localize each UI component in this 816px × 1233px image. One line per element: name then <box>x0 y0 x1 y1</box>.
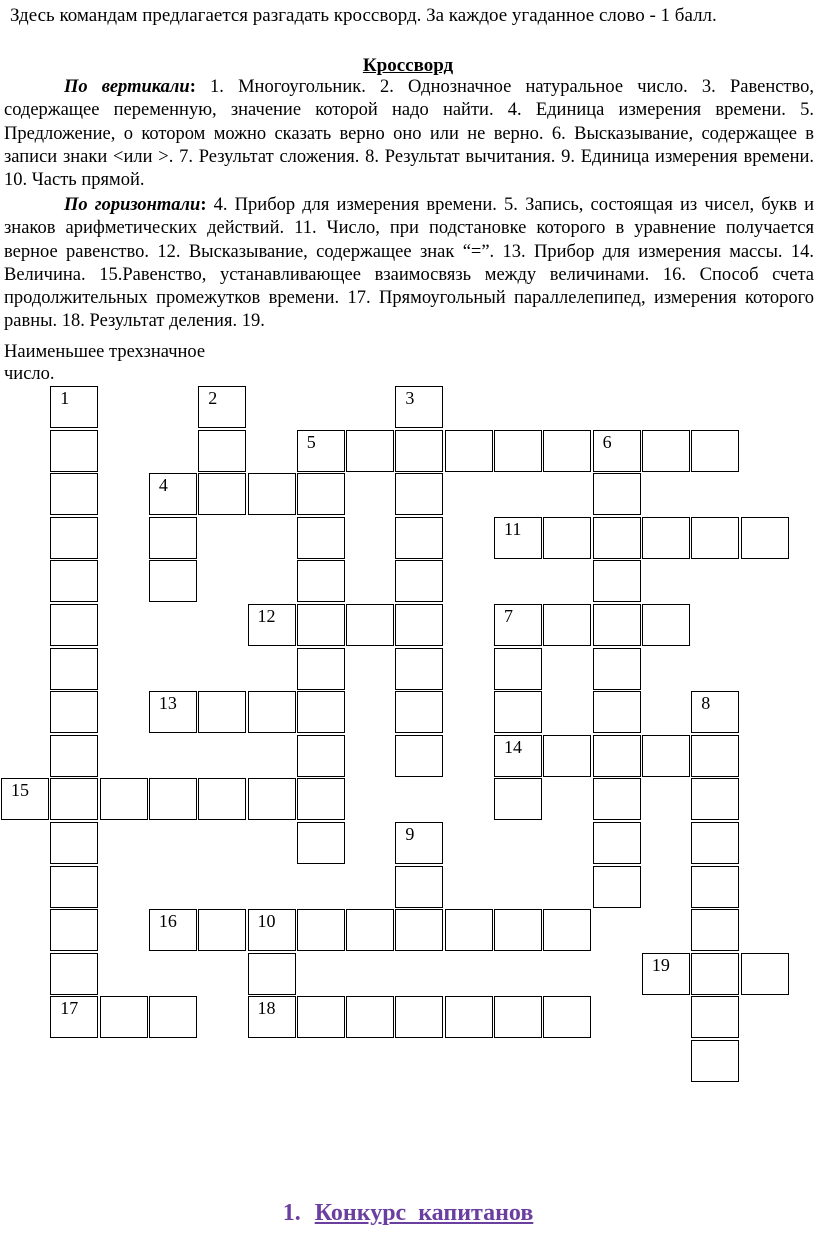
clue-19-text-end: число. <box>4 364 55 384</box>
crossword-cell[interactable] <box>50 735 98 777</box>
crossword-cell[interactable] <box>395 386 443 428</box>
crossword-cell[interactable] <box>445 430 493 472</box>
crossword-cell[interactable] <box>691 909 739 951</box>
crossword-cell[interactable] <box>445 909 493 951</box>
clue-number: 3 <box>405 388 415 408</box>
crossword-cell[interactable] <box>297 430 345 472</box>
section-number: 1. <box>282 1200 301 1226</box>
crossword-cell[interactable] <box>248 996 296 1038</box>
crossword-cell[interactable] <box>248 691 296 733</box>
clue-19-text: Наименьшее трехзначное <box>4 342 206 362</box>
crossword-cell[interactable] <box>1 778 49 820</box>
crossword-cell[interactable] <box>248 604 296 646</box>
crossword-cell[interactable] <box>593 866 641 908</box>
clue-number: 18 <box>257 998 276 1019</box>
crossword-cell[interactable] <box>149 778 197 820</box>
crossword-cell[interactable] <box>691 691 739 733</box>
crossword-cell[interactable] <box>593 560 641 602</box>
crossword-cell[interactable] <box>149 473 197 515</box>
clue-number: 4 <box>158 475 168 496</box>
crossword-cell[interactable] <box>691 735 739 777</box>
crossword-cell[interactable] <box>346 430 394 472</box>
crossword-cell[interactable] <box>543 996 591 1038</box>
crossword-cell[interactable] <box>642 604 690 646</box>
crossword-title: Кроссворд <box>362 55 454 76</box>
crossword-cell[interactable] <box>593 648 641 690</box>
crossword-cell[interactable] <box>149 517 197 559</box>
crossword-cell[interactable] <box>395 517 443 559</box>
crossword-cell[interactable] <box>395 430 443 472</box>
crossword-cell[interactable] <box>50 604 98 646</box>
crossword-cell[interactable] <box>248 909 296 951</box>
crossword-cell[interactable] <box>642 953 690 995</box>
crossword-cell[interactable] <box>395 735 443 777</box>
crossword-cell[interactable] <box>198 909 246 951</box>
crossword-cell[interactable] <box>50 386 98 428</box>
crossword-cell[interactable] <box>395 996 443 1038</box>
crossword-cell[interactable] <box>346 604 394 646</box>
crossword-cell[interactable] <box>297 691 345 733</box>
crossword-cell[interactable] <box>691 996 739 1038</box>
clue-number: 2 <box>208 388 218 408</box>
crossword-cell[interactable] <box>50 517 98 559</box>
clue-number: 1 <box>60 388 70 408</box>
crossword-cell[interactable] <box>593 604 641 646</box>
crossword-cell[interactable] <box>395 909 443 951</box>
crossword-cell[interactable] <box>543 517 591 559</box>
crossword-cell[interactable] <box>346 996 394 1038</box>
crossword-cell[interactable] <box>297 996 345 1038</box>
clue-number: 11 <box>504 518 522 539</box>
crossword-cell[interactable] <box>494 691 542 733</box>
clue-number: 13 <box>158 693 177 714</box>
crossword-cell[interactable] <box>297 604 345 646</box>
crossword-cell[interactable] <box>395 473 443 515</box>
crossword-cell[interactable] <box>50 996 98 1038</box>
crossword-cell[interactable] <box>149 560 197 602</box>
crossword-cell[interactable] <box>297 648 345 690</box>
crossword-cell[interactable] <box>593 517 641 559</box>
crossword-cell[interactable] <box>691 430 739 472</box>
crossword-cell[interactable] <box>149 909 197 951</box>
crossword-cell[interactable] <box>494 517 542 559</box>
crossword-cell[interactable] <box>395 691 443 733</box>
crossword-cell[interactable] <box>297 473 345 515</box>
section-title: Конкурс капитанов <box>314 1200 534 1226</box>
crossword-cell[interactable] <box>543 909 591 951</box>
crossword-cell[interactable] <box>741 517 789 559</box>
crossword-cell[interactable] <box>50 560 98 602</box>
crossword-cell[interactable] <box>494 604 542 646</box>
crossword-cell[interactable] <box>593 735 641 777</box>
crossword-cell[interactable] <box>100 996 148 1038</box>
crossword-cell[interactable] <box>445 996 493 1038</box>
crossword-cell[interactable] <box>395 604 443 646</box>
crossword-cell[interactable] <box>198 430 246 472</box>
crossword-cell[interactable] <box>593 473 641 515</box>
crossword-cell[interactable] <box>691 1040 739 1082</box>
crossword-cell[interactable] <box>50 430 98 472</box>
horizontal-clues-text: 4. Прибор для измерения времени. 5. Запись, состоящая из чисел, букв и знаков арифметических действий. 11. Число, при подстановке которого в уравнение получается верное равенство. 12. Высказывание, содержащее знак “=”. 13. Прибор для измерения массы. 14. Величина. 15.Равенство, устанавливающее взаимосвязь между величинами. 16. Способ счета продолжительных промежутков времени. 17. Прямоугольный параллелепипед, измерения которого равны. 18. Результат деления. 19. <box>4 195 814 332</box>
vertical-clues: По вертикали: 1. Многоугольник. 2. Однозначное натуральное число. 3. Равенство, содержащее переменную, значение которой надо найти. 4. Единица измерения времени. 5. Предложение, о котором можно сказать верно оно или не верно. 6. Высказывание, содержащее в записи знаки <или >. 7. Результат сложения. 8. Результат вычитания. 9. Единица измерения времени. 10. Часть прямой. <box>4 77 814 191</box>
crossword-cell[interactable] <box>395 648 443 690</box>
crossword-cell[interactable] <box>543 604 591 646</box>
crossword-cell[interactable] <box>494 648 542 690</box>
crossword-cell[interactable] <box>494 996 542 1038</box>
clue-number: 8 <box>701 693 711 714</box>
crossword-cell[interactable] <box>198 691 246 733</box>
crossword-cell[interactable] <box>50 473 98 515</box>
vertical-label: По вертикали <box>64 77 190 97</box>
horizontal-label: По горизонтали <box>64 195 201 215</box>
crossword-cell[interactable] <box>198 386 246 428</box>
crossword-cell[interactable] <box>50 909 98 951</box>
clue-number: 6 <box>602 431 612 452</box>
crossword-cell[interactable] <box>297 822 345 864</box>
crossword-cell[interactable] <box>593 430 641 472</box>
crossword-cell[interactable] <box>593 778 641 820</box>
crossword-cell[interactable] <box>494 778 542 820</box>
clue-number: 19 <box>651 954 670 975</box>
clue-number: 15 <box>11 780 29 801</box>
clue-number: 16 <box>158 911 177 932</box>
crossword-cell[interactable] <box>297 560 345 602</box>
clue-number: 7 <box>504 606 513 626</box>
crossword-cell[interactable] <box>297 735 345 777</box>
crossword-cell[interactable] <box>50 866 98 908</box>
crossword-cell[interactable] <box>395 822 443 864</box>
crossword-cell[interactable] <box>50 691 98 733</box>
crossword-cell[interactable] <box>395 560 443 602</box>
crossword-cell[interactable] <box>50 778 98 820</box>
crossword-cell[interactable] <box>543 735 591 777</box>
crossword-cell[interactable] <box>346 909 394 951</box>
intro-text: Здесь командам предлагается разгадать кроссворд. За каждое угаданное слово - 1 балл. <box>10 5 717 26</box>
clue-number: 5 <box>306 431 316 452</box>
crossword-cell[interactable] <box>642 430 690 472</box>
crossword-cell[interactable] <box>543 430 591 472</box>
crossword-cell[interactable] <box>642 735 690 777</box>
vertical-clues-text: 1. Многоугольник. 2. Однозначное натуральное число. 3. Равенство, содержащее переменную, значение которой надо найти. 4. Единица измерения времени. 5. Предложение, о котором можно сказать верно оно или не верно. 6. Высказывание, содержащее в записи знаки <или >. 7. Результат сложения. 8. Результат вычитания. 9. Единица измерения времени. 10. Часть прямой. <box>4 77 814 191</box>
clue-number: 10 <box>257 911 276 932</box>
crossword-cell[interactable] <box>50 648 98 690</box>
crossword-cell[interactable] <box>149 691 197 733</box>
clue-number: 12 <box>257 606 276 626</box>
crossword-cell[interactable] <box>691 953 739 995</box>
crossword-cell[interactable] <box>593 691 641 733</box>
horizontal-clues: По горизонтали: 4. Прибор для измерения времени. 5. Запись, состоящая из чисел, букв и знаков арифметических действий. 11. Число, при подстановке которого в уравнение получается верное равенство. 12. Высказывание, содержащее знак “=”. 13. Прибор для измерения массы. 14. Величина. 15.Равенство, устанавливающее взаимосвязь между величинами. 16. Способ счета продолжительных промежутков времени. 17. Прямоугольный параллелепипед, измерения которого равны. 18. Результат деления. 19. <box>4 195 814 332</box>
crossword-cell[interactable] <box>248 953 296 995</box>
crossword-cell[interactable] <box>395 866 443 908</box>
clue-number: 17 <box>60 998 79 1019</box>
clue-number: 9 <box>405 824 415 844</box>
crossword-cell[interactable] <box>149 996 197 1038</box>
clue-number: 14 <box>504 736 522 757</box>
crossword-cell[interactable] <box>198 778 246 820</box>
crossword-cell[interactable] <box>494 735 542 777</box>
crossword-cell[interactable] <box>198 473 246 515</box>
crossword-cell[interactable] <box>297 517 345 559</box>
crossword-cell[interactable] <box>593 822 641 864</box>
next-section-heading <box>0 1200 816 1227</box>
crossword-cell[interactable] <box>248 778 296 820</box>
crossword-cell[interactable] <box>741 953 789 995</box>
crossword-cell[interactable] <box>642 517 690 559</box>
crossword-cell[interactable] <box>691 778 739 820</box>
crossword-cell[interactable] <box>100 778 148 820</box>
crossword-cell[interactable] <box>50 953 98 995</box>
crossword-cell[interactable] <box>297 909 345 951</box>
crossword-cell[interactable] <box>691 822 739 864</box>
crossword-cell[interactable] <box>494 430 542 472</box>
crossword-cell[interactable] <box>691 517 739 559</box>
crossword-cell[interactable] <box>297 778 345 820</box>
crossword-cell[interactable] <box>248 473 296 515</box>
crossword-cell[interactable] <box>50 822 98 864</box>
crossword-cell[interactable] <box>691 866 739 908</box>
crossword-cell[interactable] <box>494 909 542 951</box>
